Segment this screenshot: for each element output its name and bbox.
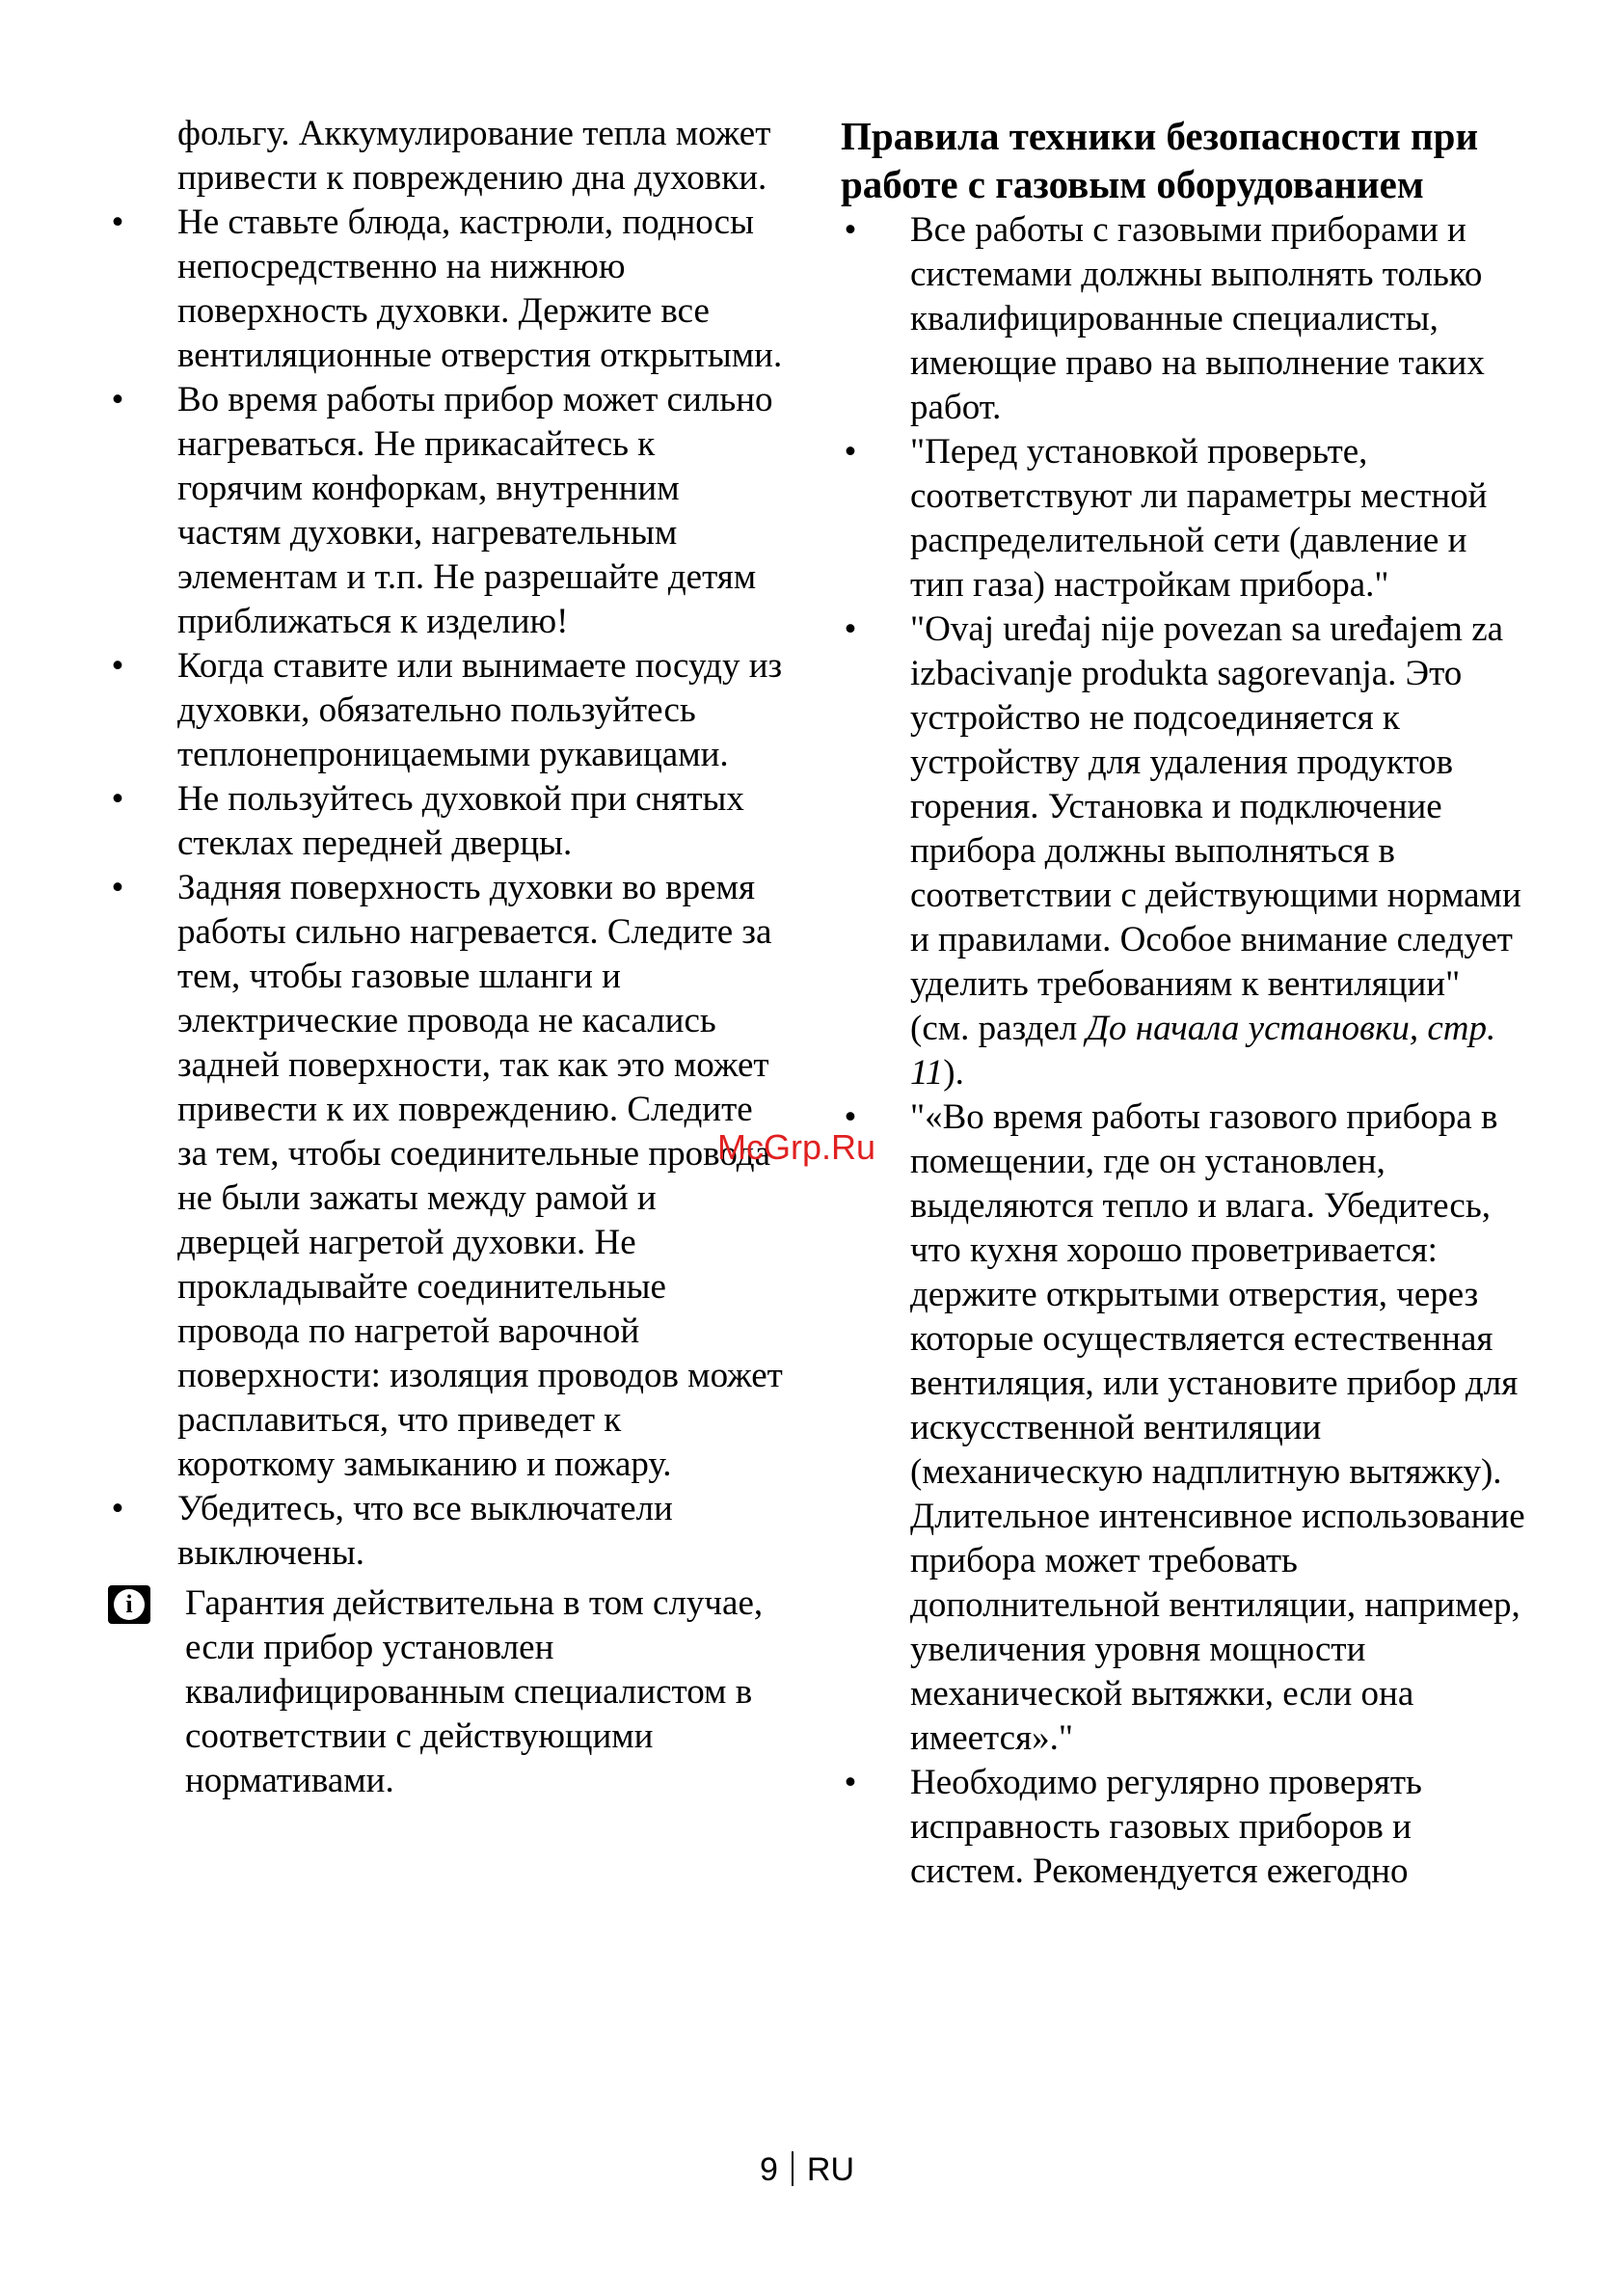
list-item bbox=[108, 201, 783, 378]
list-item-text: "Перед установкой проверьте, соответствуют ли параметры местной распределительной сети (давление и тип газа) настройкам прибора." bbox=[910, 432, 1488, 605]
bullet-icon: • bbox=[111, 380, 124, 419]
language-code: RU bbox=[806, 2151, 855, 2188]
page-footer bbox=[0, 2150, 1614, 2189]
list-item-text: Необходимо регулярно проверять исправность газовых приборов и систем. Рекомендуется ежегодно bbox=[910, 1763, 1422, 1891]
page-number: 9 bbox=[759, 2151, 778, 2188]
list-item-text: Во время работы прибор может сильно нагреваться. Не прикасайтесь к горячим конфоркам, внутренним частям духовки, нагревательным элементам и т.п. Не разрешайте детям приближаться к изделию! bbox=[177, 380, 773, 641]
bullet-icon: • bbox=[844, 210, 857, 250]
info-icon-glyph: i bbox=[114, 1589, 145, 1620]
list-item bbox=[108, 378, 783, 644]
list-item bbox=[841, 208, 1525, 430]
bullet-icon: • bbox=[844, 609, 857, 649]
bullet-icon: • bbox=[111, 203, 124, 242]
list-item bbox=[108, 644, 783, 777]
left-bullet-list bbox=[108, 201, 783, 1576]
bullet-icon: • bbox=[844, 432, 857, 472]
bullet-icon: • bbox=[111, 646, 124, 686]
list-item bbox=[108, 866, 783, 1487]
list-item-text: Задняя поверхность духовки во время работы сильно нагревается. Следите за тем, чтобы газовые шланги и электрические провода не касались задней поверхности, так как это может привести к их повреждению. Следите за тем, чтобы соединительные провода не были зажаты между рамой и дверцей нагретой духовки. Не прокладывайте соединительные провода по нагретой варочной поверхности: изоляция проводов может расплавиться, что приведет к короткому замыканию и пожару. bbox=[177, 868, 783, 1484]
bullet-icon: • bbox=[111, 1489, 124, 1528]
list-item-text-end: ). bbox=[943, 1053, 964, 1093]
list-item bbox=[108, 777, 783, 866]
bullet-icon: • bbox=[844, 1763, 857, 1802]
section-heading: Правила техники безопасности при работе с газовым оборудованием bbox=[841, 114, 1479, 206]
list-item-text: Не ставьте блюда, кастрюли, подносы непосредственно на нижнюю поверхность духовки. Держите все вентиляционные отверстия открытыми. bbox=[177, 203, 783, 375]
list-item bbox=[841, 1761, 1525, 1894]
bullet-icon: • bbox=[111, 868, 124, 907]
warranty-note bbox=[108, 1581, 783, 1803]
bullet-icon: • bbox=[844, 1097, 857, 1137]
left-column bbox=[108, 112, 783, 1803]
bullet-icon: • bbox=[111, 779, 124, 819]
continued-paragraph: фольгу. Аккумулирование тепла может привести к повреждению дна духовки. bbox=[177, 114, 771, 198]
list-item-text: Убедитесь, что все выключатели выключены. bbox=[177, 1489, 673, 1573]
list-item bbox=[841, 430, 1525, 608]
list-item bbox=[841, 608, 1525, 1095]
list-item bbox=[108, 1487, 783, 1576]
list-item-text: Когда ставите или вынимаете посуду из духовки, обязательно пользуйтесь теплонепроницаемыми рукавицами. bbox=[177, 646, 783, 774]
list-item-text: Не пользуйтесь духовкой при снятых стеклах передней дверцы. bbox=[177, 779, 744, 863]
list-item-text: Все работы с газовыми приборами и системами должны выполнять только квалифицированные специалисты, имеющие право на выполнение таких работ. bbox=[910, 210, 1485, 427]
info-icon bbox=[108, 1585, 150, 1624]
list-item bbox=[841, 1095, 1525, 1761]
right-bullet-list bbox=[841, 208, 1525, 1894]
footer-divider bbox=[792, 2151, 794, 2186]
warranty-note-text: Гарантия действительна в том случае, если прибор установлен квалифицированным специалистом в соответствии с действующими нормативами. bbox=[185, 1583, 764, 1800]
list-item-text: "«Во время работы газового прибора в помещении, где он установлен, выделяются тепло и влага. Убедитесь, что кухня хорошо проветривается: держите открытыми отверстия, через которые осуществляется естественная вентиляция, или установите прибор для искусственной вентиляции (механическую надплитную вытяжку). Длительное интенсивное использование прибора может требовать дополнительной вентиляции, например, увеличения уровня мощности механической вытяжки, если она имеется»." bbox=[910, 1097, 1525, 1758]
right-column bbox=[841, 112, 1525, 1894]
watermark: McGrp.Ru bbox=[717, 1127, 876, 1167]
list-item-text: "Ovaj uređaj nije povezan sa uređajem za izbacivanje produkta sagorevanja. Это устройство не подсоединяется к устройству для удаления продуктов горения. Установка и подключение прибора должны выполняться в соответствии с действующими нормами и правилами. Особое внимание следует уделить требованиям к вентиляции" (см. раздел bbox=[910, 609, 1521, 1048]
section-reference: До начала установки, стр. 11 bbox=[910, 1009, 1496, 1093]
